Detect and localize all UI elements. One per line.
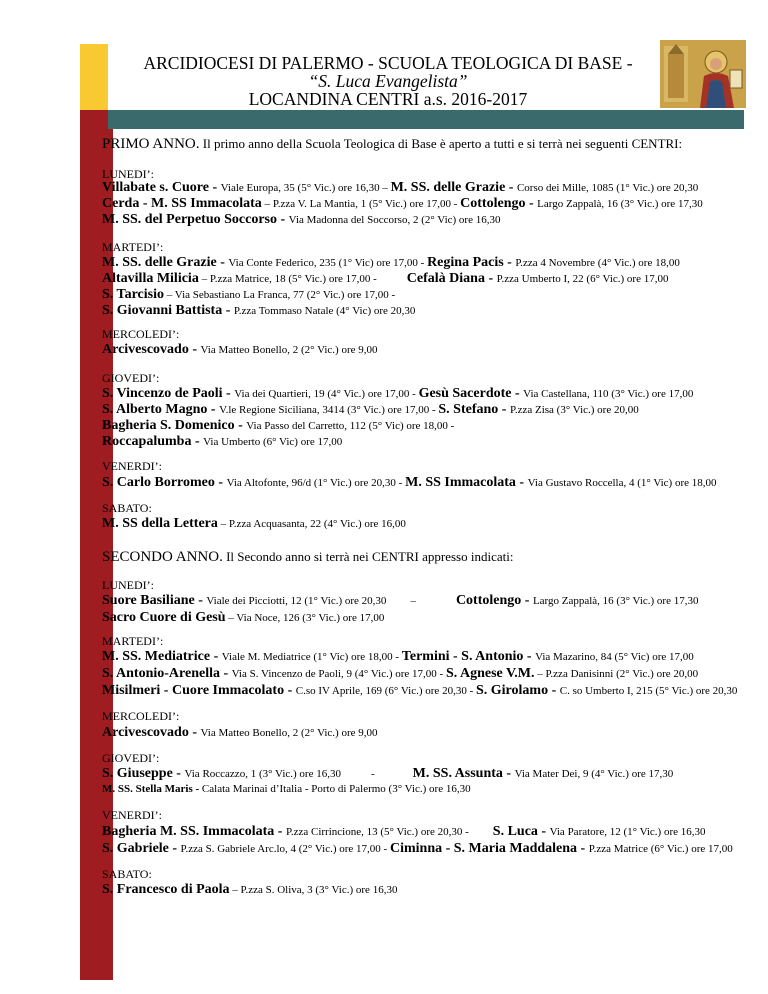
centre-name: S. Alberto Magno - xyxy=(102,402,220,417)
list-item xyxy=(102,256,680,270)
centre-name: Misilmeri - Cuore Immacolato - xyxy=(102,683,296,698)
header-line-1: ARCIDIOCESI DI PALERMO - SCUOLA TEOLOGICA DI BASE - xyxy=(143,53,633,73)
header-line-3: LOCANDINA CENTRI a.s. 2016-2017 xyxy=(248,89,528,109)
separator: – xyxy=(225,612,237,624)
separator: - xyxy=(370,768,375,780)
centre-name: Regina Pacis - xyxy=(427,255,516,270)
list-item xyxy=(102,435,342,449)
centre-name: S. Giuseppe - xyxy=(102,766,185,781)
centre-name: M. SS della Lettera xyxy=(102,516,218,531)
centre-address: Via Matteo Bonello, 2 (2° Vic.) ore 9,00 xyxy=(200,344,378,356)
centre-name: Cottolengo - xyxy=(455,593,533,608)
list-item xyxy=(102,272,668,286)
centre-address: Via Umberto (6° Vic) ore 17,00 xyxy=(203,436,343,448)
centre-name: Cottolengo - xyxy=(460,196,538,211)
centre-address: P.zza S. Oliva, 3 (3° Vic.) ore 16,30 xyxy=(240,884,398,896)
centre-name: Sacro Cuore di Gesù xyxy=(102,610,226,625)
list-item xyxy=(102,213,500,227)
secondo-anno-description: Il Secondo anno si terrà nei CENTRI appresso indicati: xyxy=(222,549,514,564)
primo-martedi-label: MARTEDI’: xyxy=(102,240,164,254)
centre-name: S. Girolamo - xyxy=(475,683,560,698)
centre-address: P.zza Zisa (3° Vic.) ore 20,00 xyxy=(509,404,639,416)
centre-name: Termini - S. Antonio - xyxy=(401,649,536,664)
primo-anno-description: Il primo anno della Scuola Teologica di Base è aperto a tutti e si terrà nei seguenti CENTRI: xyxy=(199,136,683,151)
centre-address: Via Madonna del Soccorso, 2 (2° Vic) ore 16,30 xyxy=(288,214,501,226)
centre-name: S. Antonio-Arenella - xyxy=(102,666,232,681)
primo-anno-title: PRIMO ANNO. xyxy=(102,136,200,152)
centre-address: Largo Zappalà, 16 (3° Vic.) ore 17,30 xyxy=(532,595,699,607)
centre-name: Cefalà Diana - xyxy=(406,271,497,286)
centre-address: Corso dei Mille, 1085 (1° Vic.) ore 20,30 xyxy=(516,182,699,194)
list-item xyxy=(102,726,378,740)
header-line-2: “S. Luca Evangelista” xyxy=(308,71,468,91)
centre-address: Via Castellana, 110 (3° Vic.) ore 17,00 xyxy=(523,388,694,400)
centre-address: P.zza 4 Novembre (4° Vic.) ore 18,00 xyxy=(515,257,680,269)
primo-anno-heading xyxy=(102,137,682,151)
centre-name: Arcivescovado - xyxy=(102,725,201,740)
primo-venerdi-label: VENERDI’: xyxy=(102,459,162,473)
centre-address: P.zza Umberto I, 22 (6° Vic.) ore 17,00 xyxy=(496,273,669,285)
centre-name: S. Luca - xyxy=(492,824,550,839)
list-item xyxy=(102,667,698,681)
list-item xyxy=(102,783,471,796)
centre-address: – P.zza Danisinni (2° Vic.) ore 20,00 xyxy=(534,668,699,680)
centre-address: Via Roccazzo, 1 (3° Vic.) ore 16,30 xyxy=(184,768,341,780)
centre-address: Via Mater Dei, 9 (4° Vic.) ore 17,30 xyxy=(514,768,674,780)
primo-mercoledi-label: MERCOLEDI’: xyxy=(102,327,180,341)
centre-name: Arcivescovado - xyxy=(102,342,201,357)
centre-name: Ciminna - S. Maria Maddalena - xyxy=(389,841,589,856)
centre-name: Villabate s. Cuore - xyxy=(102,180,221,195)
list-item xyxy=(102,650,694,664)
secondo-sabato-label: SABATO: xyxy=(102,867,152,881)
centre-address: P.zza Tommaso Natale (4° Vic) ore 20,30 xyxy=(233,305,416,317)
centre-address: Via Conte Federico, 235 (1° Vic) ore 17,00 - xyxy=(228,257,428,269)
list-item xyxy=(102,825,706,839)
centre-name: S. Giovanni Battista - xyxy=(102,303,234,318)
separator: – xyxy=(198,273,210,285)
centre-address: Viale dei Picciotti, 12 (1° Vic.) ore 20,30 xyxy=(206,595,387,607)
centre-address: Via Passo del Carretto, 112 (5° Vic) ore 18,00 - xyxy=(246,420,455,432)
centre-name: S. Carlo Borromeo - xyxy=(102,475,227,490)
centre-name: Bagheria M. SS. Immacolata - xyxy=(102,824,286,839)
secondo-giovedi-label: GIOVEDI’: xyxy=(102,751,160,765)
centre-name: Suore Basiliane - xyxy=(102,593,207,608)
centre-name: M. SS. delle Grazie - xyxy=(102,255,229,270)
centre-address: Viale Europa, 35 (5° Vic.) ore 16,30 xyxy=(220,182,383,194)
centre-address: P.zza Matrice, 18 (5° Vic.) ore 17,00 - xyxy=(209,273,377,285)
primo-lunedi-label: LUNEDI’: xyxy=(102,167,154,181)
primo-giovedi-label: GIOVEDI’: xyxy=(102,371,160,385)
centre-address: Via Noce, 126 (3° Vic.) ore 17,00 xyxy=(236,612,385,624)
centre-address: Via Matteo Bonello, 2 (2° Vic.) ore 9,00 xyxy=(200,727,378,739)
secondo-venerdi-label: VENERDI’: xyxy=(102,808,162,822)
centre-name: M. SS. del Perpetuo Soccorso - xyxy=(102,212,289,227)
centre-address: Via Gustavo Roccella, 4 (1° Vic) ore 18,00 xyxy=(527,477,717,489)
centre-address: C. so Umberto I, 215 (5° Vic.) ore 20,30 xyxy=(559,685,738,697)
centre-name: M. SS. Stella Maris - xyxy=(102,783,202,795)
centre-address: Via Paratore, 12 (1° Vic.) ore 16,30 xyxy=(549,826,706,838)
centre-address: P.zza Matrice (6° Vic.) ore 17,00 xyxy=(588,843,733,855)
list-item xyxy=(102,181,698,195)
centre-address: Largo Zappalà, 16 (3° Vic.) ore 17,30 xyxy=(537,198,703,210)
list-item xyxy=(102,419,454,433)
list-item xyxy=(102,684,737,698)
list-item xyxy=(102,767,673,781)
centre-address: Viale M. Mediatrice (1° Vic) ore 18,00 - xyxy=(221,651,402,663)
list-item xyxy=(102,304,415,318)
list-item xyxy=(102,343,378,357)
list-item xyxy=(102,197,703,211)
separator: – xyxy=(229,884,241,896)
list-item xyxy=(102,842,733,856)
list-item xyxy=(102,288,395,302)
centre-name: Altavilla Milicia xyxy=(102,271,199,286)
centre-address: C.so IV Aprile, 169 (6° Vic.) ore 20,30 - xyxy=(295,685,476,697)
centre-name: M. SS. Assunta - xyxy=(412,766,515,781)
centre-address: Via S. Vincenzo de Paoli, 9 (4° Vic.) ore 17,00 - xyxy=(231,668,446,680)
separator: – xyxy=(410,595,416,607)
centre-name: S. Tarcisio xyxy=(102,287,164,302)
centre-address: Via Mazarino, 84 (5° Vic) ore 17,00 xyxy=(535,651,694,663)
primo-sabato-label: SABATO: xyxy=(102,501,152,515)
secondo-martedi-label: MARTEDI’: xyxy=(102,634,164,648)
secondo-anno-heading xyxy=(102,550,513,564)
list-item xyxy=(102,883,397,897)
centre-name: S. Stefano - xyxy=(438,402,510,417)
secondo-mercoledi-label: MERCOLEDI’: xyxy=(102,709,180,723)
centre-address: V.le Regione Siciliana, 3414 (3° Vic.) ore 17,00 - xyxy=(219,404,439,416)
centre-name: Bagheria S. Domenico - xyxy=(102,418,247,433)
centre-address: Via Altofonte, 96/d (1° Vic.) ore 20,30 - xyxy=(226,477,406,489)
centre-address: P.zza V. La Mantia, 1 (5° Vic.) ore 17,00 - xyxy=(272,198,461,210)
centre-name: S. Francesco di Paola xyxy=(102,882,230,897)
list-item xyxy=(102,403,639,417)
centre-name: S. Agnese V.M. xyxy=(445,666,535,681)
list-item xyxy=(102,517,406,531)
list-item xyxy=(102,594,698,608)
list-item xyxy=(102,476,717,490)
centre-name: M. SS Immacolata - xyxy=(405,475,528,490)
centre-name: Roccapalumba - xyxy=(102,434,204,449)
centre-name: S. Vincenzo de Paoli - xyxy=(102,386,235,401)
separator: – xyxy=(261,198,273,210)
centre-address: P.zza S. Gabriele Arc.lo, 4 (2° Vic.) ore 17,00 - xyxy=(180,843,390,855)
centre-address: Via dei Quartieri, 19 (4° Vic.) ore 17,00 - xyxy=(234,388,419,400)
centre-name: M. SS. Mediatrice - xyxy=(102,649,222,664)
centre-name: S. Gabriele - xyxy=(102,841,181,856)
separator: – xyxy=(382,182,391,194)
centre-address: Calata Marinai d’Italia - Porto di Palermo (3° Vic.) ore 16,30 xyxy=(201,783,471,795)
centre-name: M. SS. delle Grazie - xyxy=(390,180,517,195)
list-item xyxy=(102,611,384,625)
centre-address: – Via Sebastiano La Franca, 77 (2° Vic.) ore 17,00 - xyxy=(164,289,396,301)
list-item xyxy=(102,387,693,401)
centre-address: P.zza Cirrincione, 13 (5° Vic.) ore 20,30 - xyxy=(285,826,469,838)
secondo-anno-title: SECONDO ANNO. xyxy=(102,549,223,565)
centre-name: Gesù Sacerdote - xyxy=(418,386,524,401)
separator: – xyxy=(217,518,229,530)
centre-address: P.zza Acquasanta, 22 (4° Vic.) ore 16,00 xyxy=(228,518,406,530)
secondo-lunedi-label: LUNEDI’: xyxy=(102,578,154,592)
centre-name: Cerda - M. SS Immacolata xyxy=(102,196,262,211)
